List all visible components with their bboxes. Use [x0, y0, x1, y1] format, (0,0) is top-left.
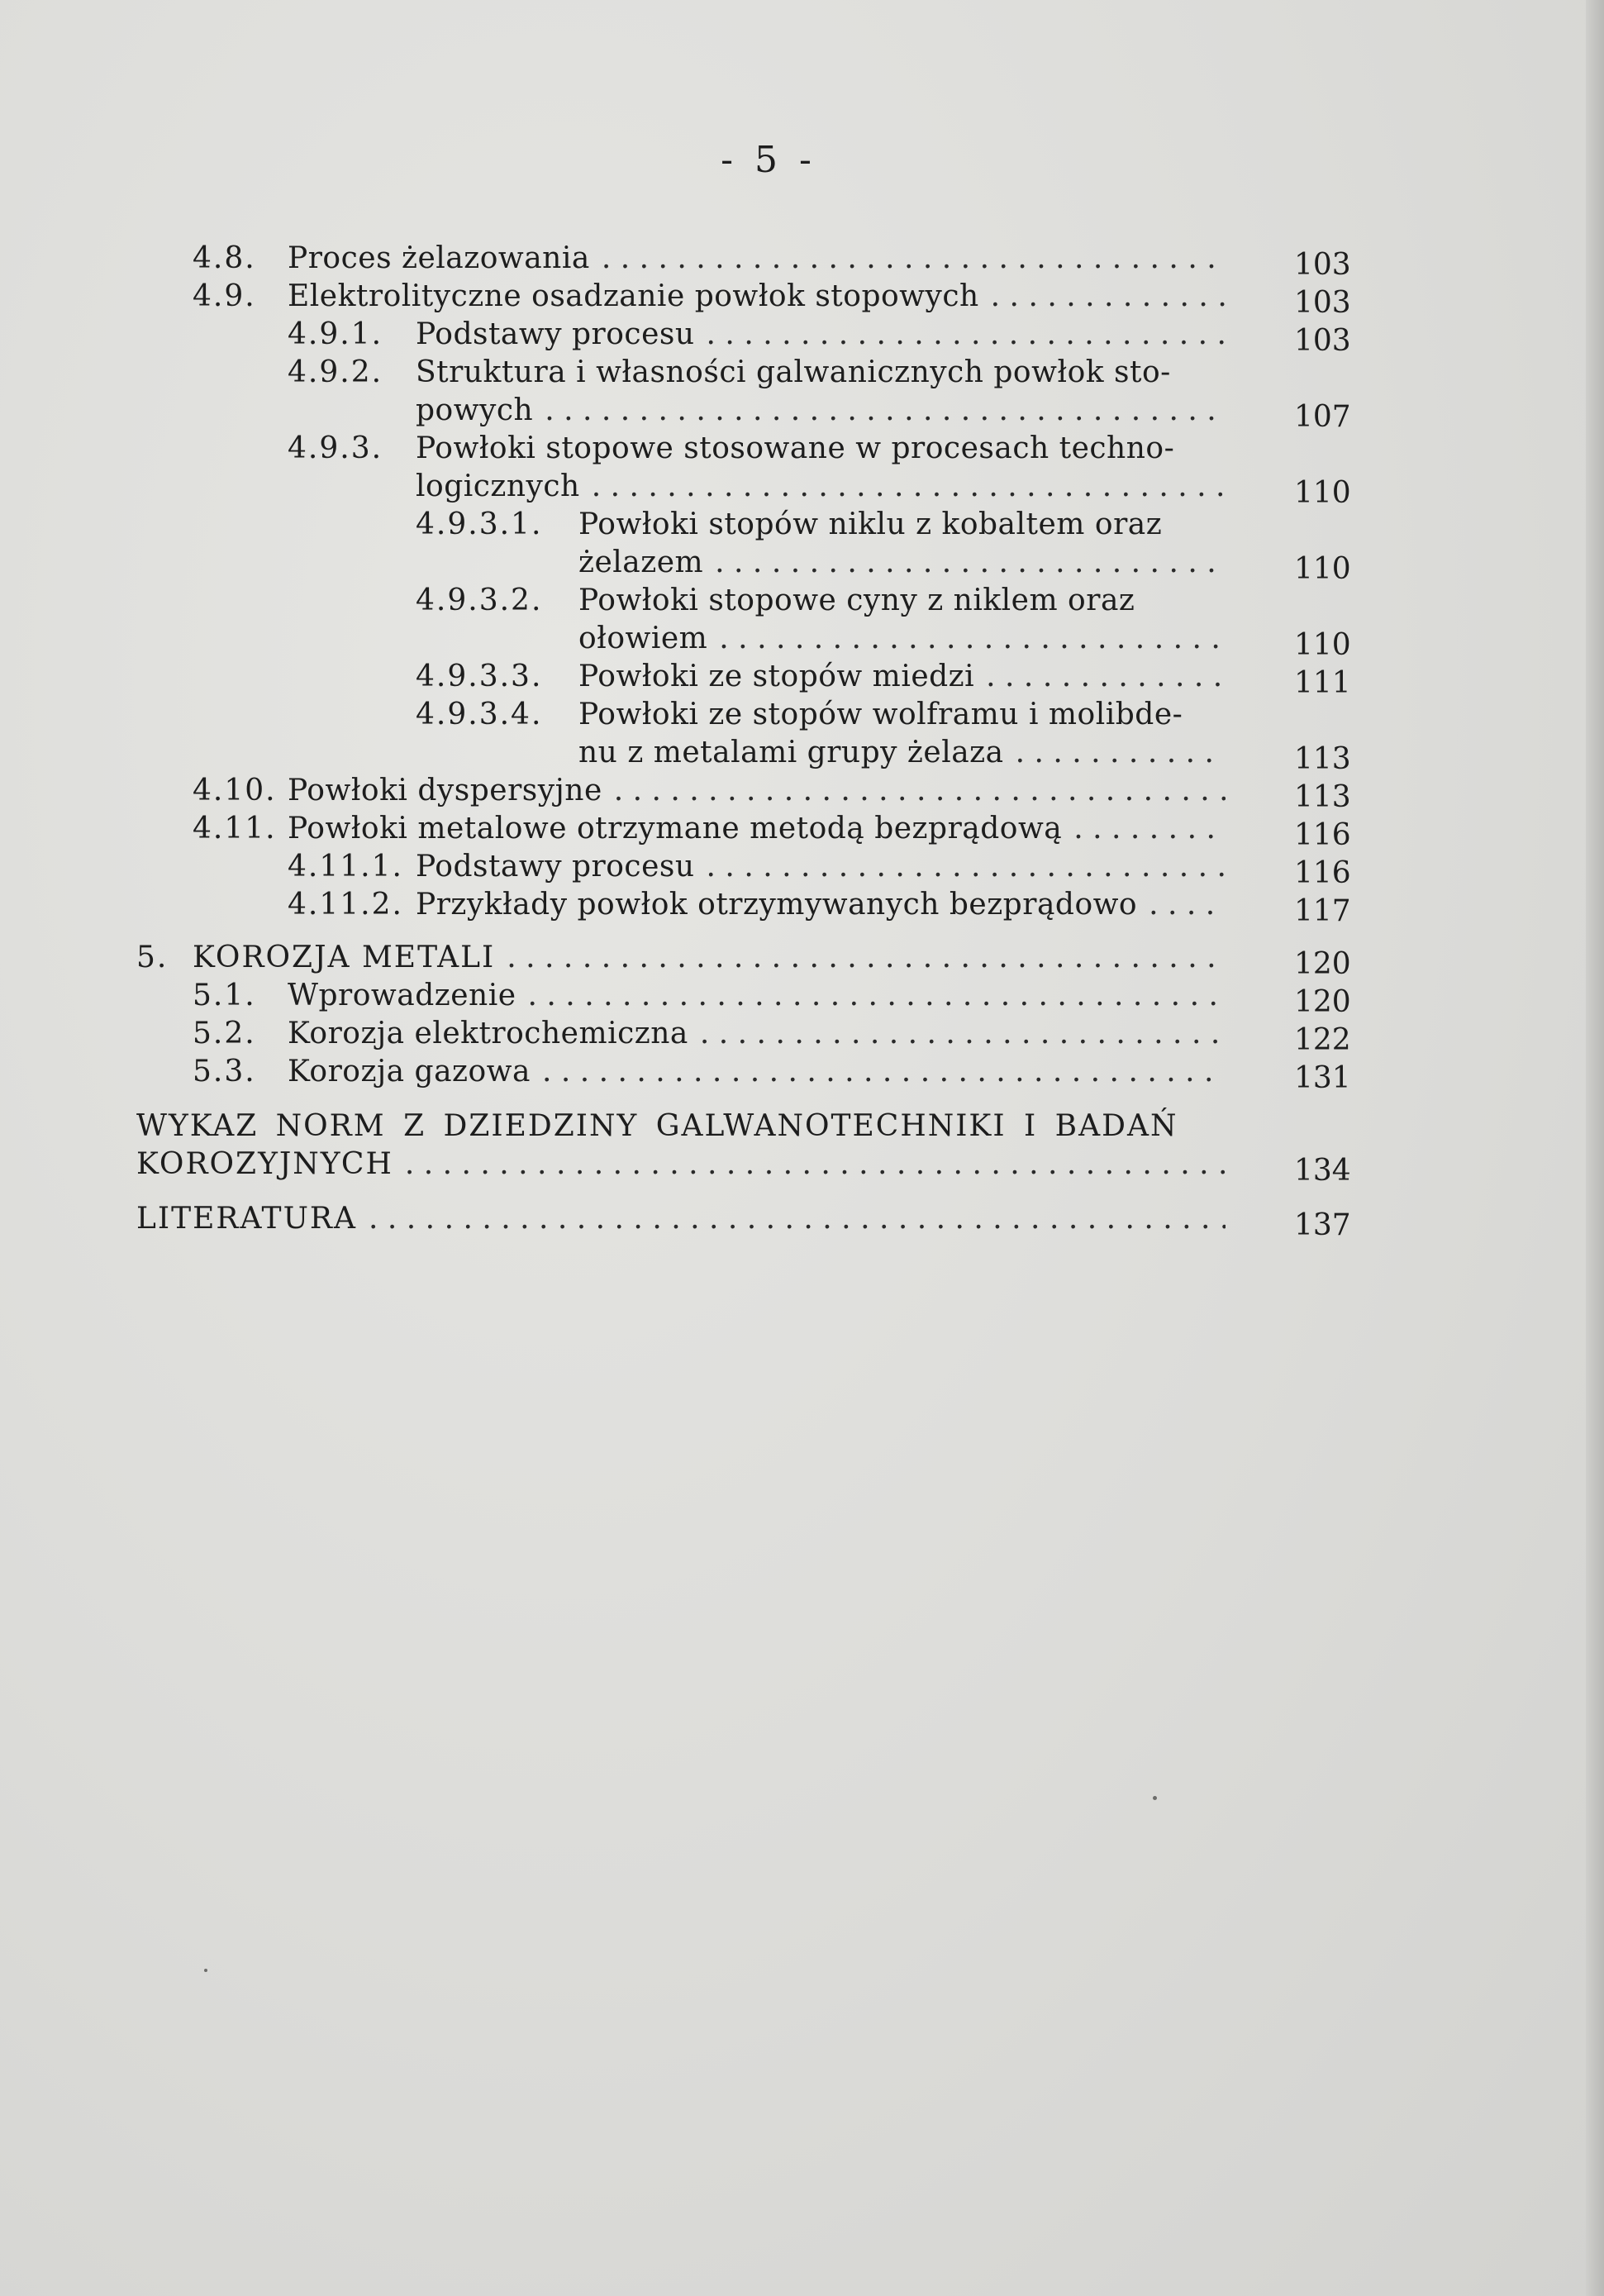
toc-title: Powłoki stopów niklu z kobaltem oraz	[578, 507, 1163, 541]
toc-number: 4.10.	[193, 774, 277, 807]
toc-entry-4-9-3-4-cont	[0, 734, 1604, 776]
toc-entry-4-11-2	[0, 886, 1604, 928]
toc-page: 116	[1294, 856, 1351, 890]
toc-number: 4.9.3.	[288, 431, 383, 465]
toc-title: WYKAZ NORM Z DZIEDZINY GALWANOTECHNIKI I BADAŃ	[136, 1109, 1178, 1143]
toc-entry-4-9-3	[0, 430, 1604, 468]
toc-page: 103	[1294, 324, 1351, 358]
toc-entry-4-11-1	[0, 848, 1604, 890]
leader-dots	[700, 1015, 1226, 1053]
toc-number: 4.9.3.2.	[416, 584, 543, 617]
toc-entry-4-9-1	[0, 316, 1604, 358]
toc-entry-norms	[0, 1108, 1604, 1146]
toc-title: Korozja gazowa	[288, 1055, 531, 1088]
toc-page: 110	[1294, 552, 1351, 586]
toc-entry-4-9-3-2-cont	[0, 620, 1604, 662]
leader-dots	[715, 544, 1226, 582]
toc-entry-4-9-3-4	[0, 696, 1604, 734]
toc-title-continued: powych	[416, 393, 534, 427]
toc-entry-4-9-3-1-cont	[0, 544, 1604, 586]
toc-page: 120	[1294, 985, 1351, 1019]
toc-title: Powłoki dyspersyjne	[288, 774, 602, 807]
leader-dots	[1016, 734, 1226, 772]
leader-dots	[1149, 886, 1226, 924]
toc-entry-4-9-3-2	[0, 582, 1604, 620]
toc-number: 4.9.3.1.	[416, 507, 543, 541]
leader-dots	[542, 1053, 1226, 1091]
toc-title: Powłoki ze stopów miedzi	[578, 660, 975, 693]
toc-page: 137	[1294, 1208, 1351, 1242]
toc-number: 4.9.2.	[288, 355, 383, 389]
toc-entry-4-10	[0, 772, 1604, 814]
toc-number: 5.3.	[193, 1055, 256, 1088]
toc-number: 4.8.	[193, 241, 256, 275]
leader-dots	[507, 939, 1226, 977]
toc-entry-5	[0, 939, 1604, 981]
toc-title: Powłoki ze stopów wolframu i molibde-	[578, 698, 1183, 731]
toc-entry-4-9-2	[0, 354, 1604, 392]
toc-entry-4-9-3-3	[0, 658, 1604, 700]
toc-title: Podstawy procesu	[416, 850, 695, 884]
toc-title: Przykłady powłok otrzymywanych bezprądowo	[416, 888, 1138, 922]
toc-entry-4-9-3-1	[0, 506, 1604, 544]
toc-title: KOROZJA METALI	[193, 941, 496, 974]
toc-entry-4-9	[0, 278, 1604, 320]
toc-number: 4.9.1.	[288, 317, 383, 351]
toc-number: 4.9.3.4.	[416, 698, 543, 731]
toc-title: LITERATURA	[136, 1202, 358, 1236]
toc-title-continued: ołowiem	[578, 622, 708, 655]
leader-dots	[707, 848, 1226, 886]
leader-dots	[986, 658, 1226, 696]
toc-title-continued: KOROZYJNYCH	[136, 1147, 393, 1181]
toc-page: 111	[1294, 666, 1351, 700]
leader-dots	[528, 977, 1226, 1015]
toc-page: 120	[1294, 947, 1351, 981]
toc-page: 107	[1294, 400, 1351, 434]
toc-entry-norms-cont	[0, 1146, 1604, 1188]
toc-title: Powłoki stopowe cyny z niklem oraz	[578, 584, 1135, 617]
toc-title: Korozja elektrochemiczna	[288, 1017, 688, 1050]
toc-title: Powłoki metalowe otrzymane metodą bezprądową	[288, 812, 1063, 846]
toc-title: Wprowadzenie	[288, 979, 516, 1012]
toc-page: 131	[1294, 1061, 1351, 1095]
toc-entry-4-9-2-cont	[0, 392, 1604, 434]
leader-dots	[719, 620, 1226, 658]
toc-entry-4-8	[0, 240, 1604, 282]
leader-dots	[592, 468, 1226, 506]
leader-dots	[707, 316, 1226, 354]
toc-page: 110	[1294, 628, 1351, 662]
leader-dots	[369, 1200, 1226, 1238]
toc-number: 4.11.	[193, 812, 277, 846]
toc-title-continued: nu z metalami grupy żelaza	[578, 736, 1004, 769]
page-number: - 5 -	[721, 139, 816, 181]
toc-entry-5-1	[0, 977, 1604, 1019]
toc-page: 116	[1294, 818, 1351, 852]
toc-page: 110	[1294, 476, 1351, 510]
toc-title: Podstawy procesu	[416, 317, 695, 351]
toc-title-continued: logicznych	[416, 469, 580, 503]
toc-title: Elektrolityczne osadzanie powłok stopowych	[288, 279, 979, 313]
leader-dots	[614, 772, 1226, 810]
toc-number: 5.	[136, 941, 169, 974]
toc-entry-5-2	[0, 1015, 1604, 1057]
toc-page: 113	[1294, 742, 1351, 776]
toc-number: 4.11.2.	[288, 888, 403, 922]
toc-title: Powłoki stopowe stosowane w procesach techno-	[416, 431, 1175, 465]
toc-page: 103	[1294, 248, 1351, 282]
toc-number: 4.9.3.3.	[416, 660, 543, 693]
toc-title-continued: żelazem	[578, 545, 704, 579]
leader-dots	[545, 392, 1226, 430]
toc-page: 122	[1294, 1023, 1351, 1057]
toc-title: Proces żelazowania	[288, 241, 590, 275]
toc-page: 134	[1294, 1154, 1351, 1188]
leader-dots	[405, 1146, 1226, 1184]
leader-dots	[602, 240, 1226, 278]
toc-entry-5-3	[0, 1053, 1604, 1095]
toc-entry-literature	[0, 1200, 1604, 1242]
leader-dots	[991, 278, 1226, 316]
toc-number: 5.1.	[193, 979, 256, 1012]
toc-entry-4-9-3-cont	[0, 468, 1604, 510]
toc-title: Struktura i własności galwanicznych powłok sto-	[416, 355, 1171, 389]
toc-page: 103	[1294, 286, 1351, 320]
toc-number: 5.2.	[193, 1017, 256, 1050]
toc-entry-4-11	[0, 810, 1604, 852]
toc-page: 117	[1294, 894, 1351, 928]
toc-number: 4.9.	[193, 279, 256, 313]
leader-dots	[1073, 810, 1226, 848]
toc-number: 4.11.1.	[288, 850, 403, 884]
toc-page: 113	[1294, 780, 1351, 814]
